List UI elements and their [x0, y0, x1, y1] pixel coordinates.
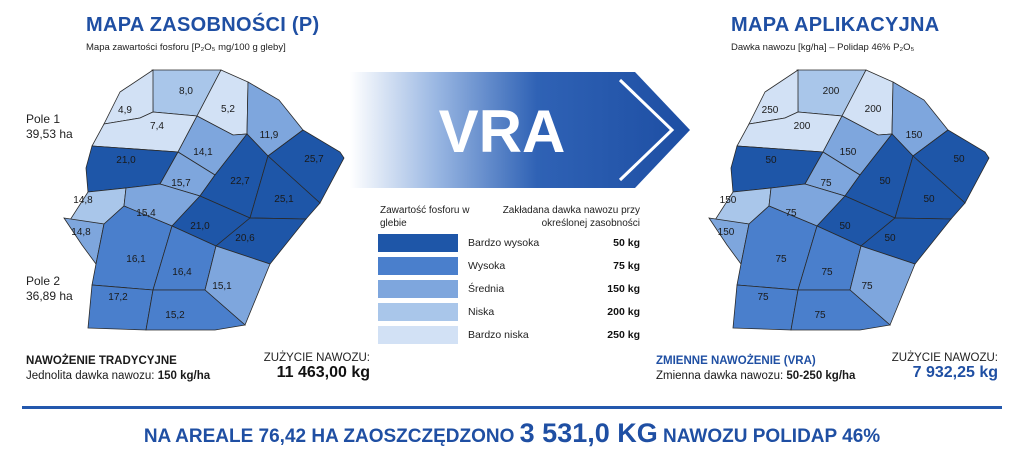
left-map-title: MAPA ZASOBNOŚCI (P) — [86, 14, 320, 36]
zone-value-label: 17,2 — [108, 292, 128, 303]
zone-value-label: 14,1 — [193, 147, 213, 158]
legend-swatch — [378, 280, 458, 298]
legend-dose: 250 kg — [607, 329, 640, 341]
legend-header-dose: Zakładana dawka nawozu przy określonej zasobności — [502, 205, 640, 229]
zone-value-label: 150 — [717, 227, 735, 238]
legend-row — [378, 326, 640, 344]
savings-banner — [0, 418, 1024, 449]
zone-value-label: 75 — [757, 292, 769, 303]
left-method-desc: Jednolita dawka nawozu: 150 kg/ha — [26, 370, 211, 382]
right-usage-label: ZUŻYCIE NAWOZU: — [891, 352, 998, 364]
legend-row — [378, 303, 640, 321]
left-map-subtitle: Mapa zawartości fosforu [P₂O₅ mg/100 g gleby] — [86, 42, 286, 53]
field1-area: 39,53 ha — [26, 127, 73, 141]
banner-text-end: NAWOZU POLIDAP 46% — [657, 426, 881, 447]
zone-value-label: 4,9 — [118, 105, 132, 116]
vra-arrow — [350, 70, 695, 190]
field1-name: Pole 1 — [26, 112, 61, 126]
zone-value-label: 150 — [905, 130, 923, 141]
zone-value-label: 11,9 — [259, 130, 279, 141]
zone-value-label: 15,4 — [136, 208, 156, 219]
left-method-title: NAWOŻENIE TRADYCYJNE — [26, 355, 177, 367]
legend-name: Średnia — [468, 283, 505, 295]
zone-value-label: 50 — [839, 221, 851, 232]
right-method-desc: Zmienna dawka nawozu: 50-250 kg/ha — [656, 370, 856, 382]
zone-value-label: 200 — [822, 86, 840, 97]
left-usage — [214, 352, 370, 382]
legend-row — [378, 234, 640, 252]
zone-value-label: 50 — [884, 233, 896, 244]
zone-value-label: 7,4 — [150, 121, 164, 132]
right-method-title: ZMIENNE NAWOŻENIE (VRA) — [656, 355, 816, 367]
right-map-title: MAPA APLIKACYJNA — [731, 14, 940, 36]
zone-value-label: 50 — [765, 155, 777, 166]
zone-value-label: 16,1 — [126, 254, 146, 265]
zone-value-label: 50 — [879, 176, 891, 187]
legend-name: Niska — [468, 306, 495, 318]
legend-dose: 75 kg — [613, 260, 640, 272]
right-method — [656, 354, 855, 384]
left-usage-value: 11 463,00 kg — [276, 364, 370, 381]
zone-value-label: 14,8 — [73, 195, 93, 206]
zone-value-label: 250 — [761, 105, 779, 116]
field2-name: Pole 2 — [26, 274, 61, 288]
zone-value-label: 22,7 — [230, 176, 250, 187]
legend-swatch — [378, 303, 458, 321]
zone-value-label: 75 — [821, 267, 833, 278]
zone-value-label: 15,2 — [165, 310, 185, 321]
legend-name: Bardzo wysoka — [468, 237, 540, 249]
zone-value-label: 75 — [785, 208, 797, 219]
left-method — [26, 354, 210, 384]
zone-value-label: 15,1 — [212, 281, 232, 292]
legend-row — [378, 280, 640, 298]
zone-value-label: 150 — [719, 195, 737, 206]
zone-value-label: 75 — [775, 254, 787, 265]
zone-value-label: 75 — [820, 178, 832, 189]
legend-swatch — [378, 257, 458, 275]
divider — [22, 406, 1002, 409]
zone-value-label: 25,1 — [274, 194, 294, 205]
legend-dose: 50 kg — [613, 237, 640, 249]
banner-amount: 3 531,0 KG — [519, 418, 658, 448]
zone-value-label: 200 — [793, 121, 811, 132]
zone-value-label: 75 — [861, 281, 873, 292]
legend-row — [378, 257, 640, 275]
zone-value-label: 150 — [839, 147, 857, 158]
legend-swatch — [378, 326, 458, 344]
left-usage-label: ZUŻYCIE NAWOZU: — [263, 352, 370, 364]
right-usage — [846, 352, 998, 382]
legend-name: Wysoka — [468, 260, 506, 272]
zone-value-label: 21,0 — [116, 155, 136, 166]
legend-swatch — [378, 234, 458, 252]
vra-text: VRA — [438, 98, 566, 165]
zone-value-label: 21,0 — [190, 221, 210, 232]
zone-value-label: 16,4 — [172, 267, 192, 278]
legend-dose: 200 kg — [607, 306, 640, 318]
zone-value-label: 14,8 — [71, 227, 91, 238]
legend-dose: 150 kg — [607, 283, 640, 295]
zone-value-label: 50 — [953, 154, 965, 165]
zone-value-label: 200 — [864, 104, 882, 115]
right-usage-value: 7 932,25 kg — [912, 364, 998, 381]
legend-name: Bardzo niska — [468, 329, 529, 341]
zone-value-label: 8,0 — [179, 86, 193, 97]
banner-text-start: NA AREALE 76,42 HA ZAOSZCZĘDZONO — [143, 426, 520, 447]
legend-header-soil: Zawartość fosforu w glebie — [380, 205, 470, 229]
zone-value-label: 50 — [923, 194, 935, 205]
zone-value-label: 15,7 — [171, 178, 191, 189]
field2-area: 36,89 ha — [26, 289, 73, 303]
zone-value-label: 5,2 — [221, 104, 235, 115]
right-map-subtitle: Dawka nawozu [kg/ha] – Polidap 46% P₂O₅ — [731, 42, 915, 53]
zone-value-label: 75 — [814, 310, 826, 321]
zone-value-label: 20,6 — [235, 233, 255, 244]
zone-value-label: 25,7 — [304, 154, 324, 165]
